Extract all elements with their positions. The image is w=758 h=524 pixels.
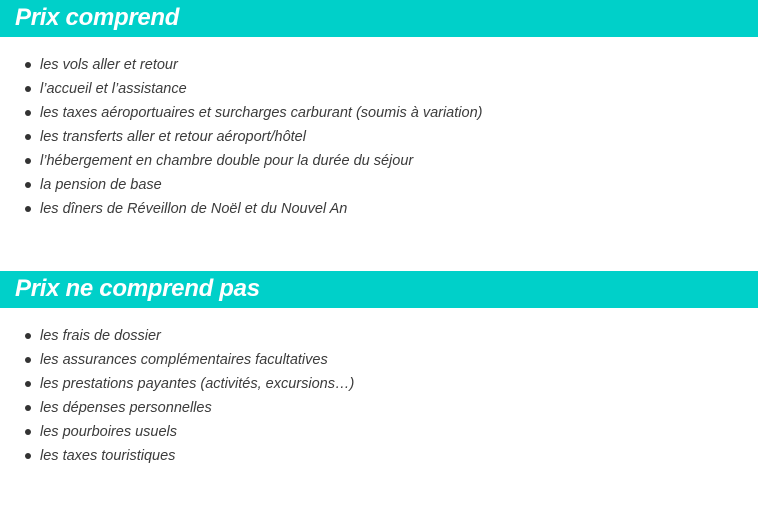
- list-item: [0, 77, 482, 101]
- bullet-icon: [25, 134, 31, 140]
- bullet-icon: [25, 158, 31, 164]
- included-list: [0, 53, 482, 221]
- list-item: [0, 173, 482, 197]
- list-item-text: les frais de dossier: [40, 328, 161, 344]
- excluded-list: [0, 324, 354, 468]
- list-item: [0, 396, 354, 420]
- list-item-text: les pourboires usuels: [40, 424, 178, 440]
- list-item: [0, 420, 354, 444]
- bullet-icon: [25, 110, 31, 116]
- list-item-text: l’hébergement en chambre double pour la durée du séjour: [40, 153, 414, 169]
- list-item-text: l’accueil et l’assistance: [40, 81, 187, 97]
- bullet-icon: [25, 405, 31, 411]
- bullet-icon: [25, 62, 31, 68]
- list-item-text: la pension de base: [40, 177, 162, 193]
- list-item: [0, 197, 482, 221]
- bullet-icon: [25, 182, 31, 188]
- list-item-text: les taxes touristiques: [40, 448, 176, 464]
- excluded-section-header: [0, 271, 758, 308]
- list-item-text: les dîners de Réveillon de Noël et du Nouvel An: [40, 201, 348, 217]
- list-item-text: les dépenses personnelles: [40, 400, 212, 416]
- list-item-text: les assurances complémentaires facultatives: [40, 352, 328, 368]
- bullet-icon: [25, 333, 31, 339]
- bullet-icon: [25, 206, 31, 212]
- list-item: [0, 444, 354, 468]
- bullet-icon: [25, 429, 31, 435]
- list-item: [0, 348, 354, 372]
- bullet-icon: [25, 357, 31, 363]
- list-item-text: les prestations payantes (activités, excursions…): [40, 376, 355, 392]
- list-item-text: les taxes aéroportuaires et surcharges carburant (soumis à variation): [40, 105, 483, 121]
- included-section-title: Prix comprend: [15, 4, 180, 31]
- list-item-text: les vols aller et retour: [40, 57, 178, 73]
- list-item: [0, 101, 482, 125]
- list-item: [0, 53, 482, 77]
- excluded-section-title: Prix ne comprend pas: [15, 275, 260, 302]
- list-item: [0, 372, 354, 396]
- included-section-header: [0, 0, 758, 37]
- list-item: [0, 125, 482, 149]
- list-item: [0, 324, 354, 348]
- bullet-icon: [25, 453, 31, 459]
- list-item-text: les transferts aller et retour aéroport/hôtel: [40, 129, 306, 145]
- list-item: [0, 149, 482, 173]
- bullet-icon: [25, 86, 31, 92]
- bullet-icon: [25, 381, 31, 387]
